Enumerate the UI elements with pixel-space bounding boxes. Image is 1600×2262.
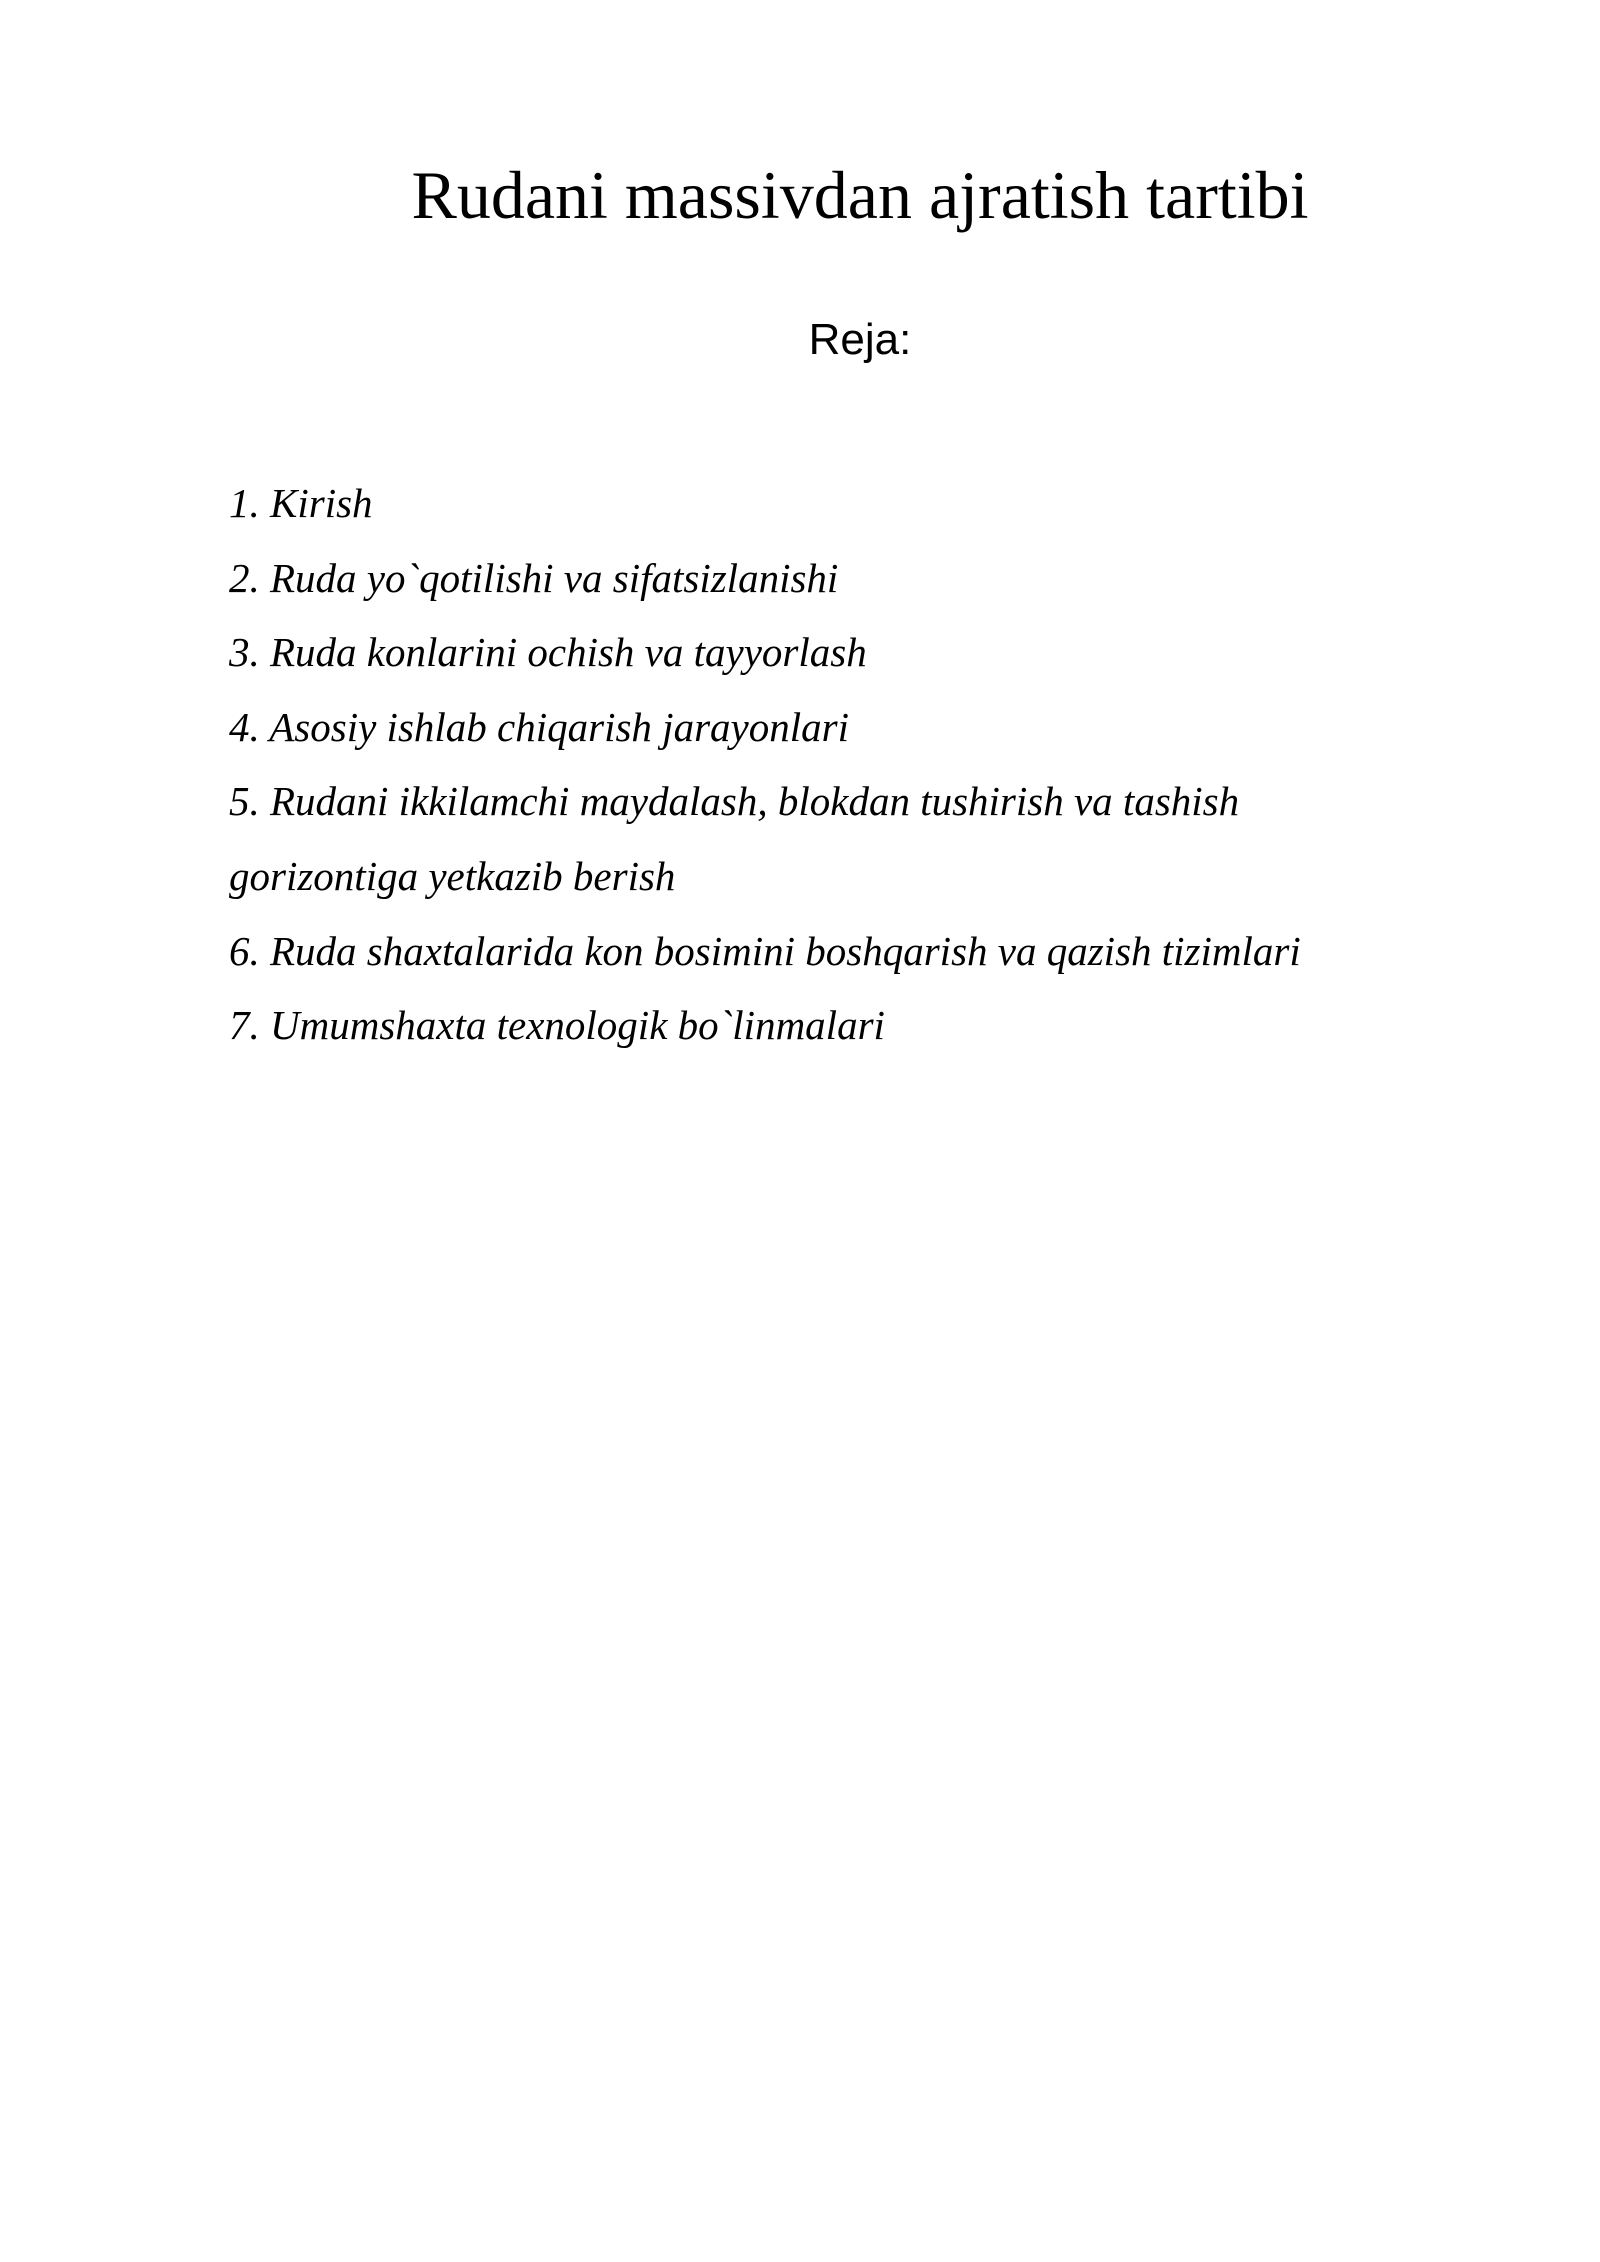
plan-item: 7. Umumshaxta texnologik bo`linmalari (229, 1002, 885, 1049)
plan-item-continuation: gorizontiga yetkazib berish (229, 852, 676, 899)
document-title: Rudani massivdan ajratish tartibi (411, 157, 1309, 233)
plan-item: 3. Ruda konlarini ochish va tayyorlash (229, 629, 867, 676)
plan-item: 5. Rudani ikkilamchi maydalash, blokdan tushirish va tashish (229, 778, 1240, 825)
plan-item: 4. Asosiy ishlab chiqarish jarayonlari (229, 703, 849, 750)
plan-item: 6. Ruda shaxtalarida kon bosimini boshqarish va qazish tizimlari (229, 927, 1301, 974)
plan-item: 2. Ruda yo`qotilishi va sifatsizlanishi (229, 554, 839, 601)
plan-list (229, 466, 1429, 1063)
plan-heading: Reja: (808, 315, 912, 364)
plan-item: 1. Kirish (229, 480, 373, 526)
